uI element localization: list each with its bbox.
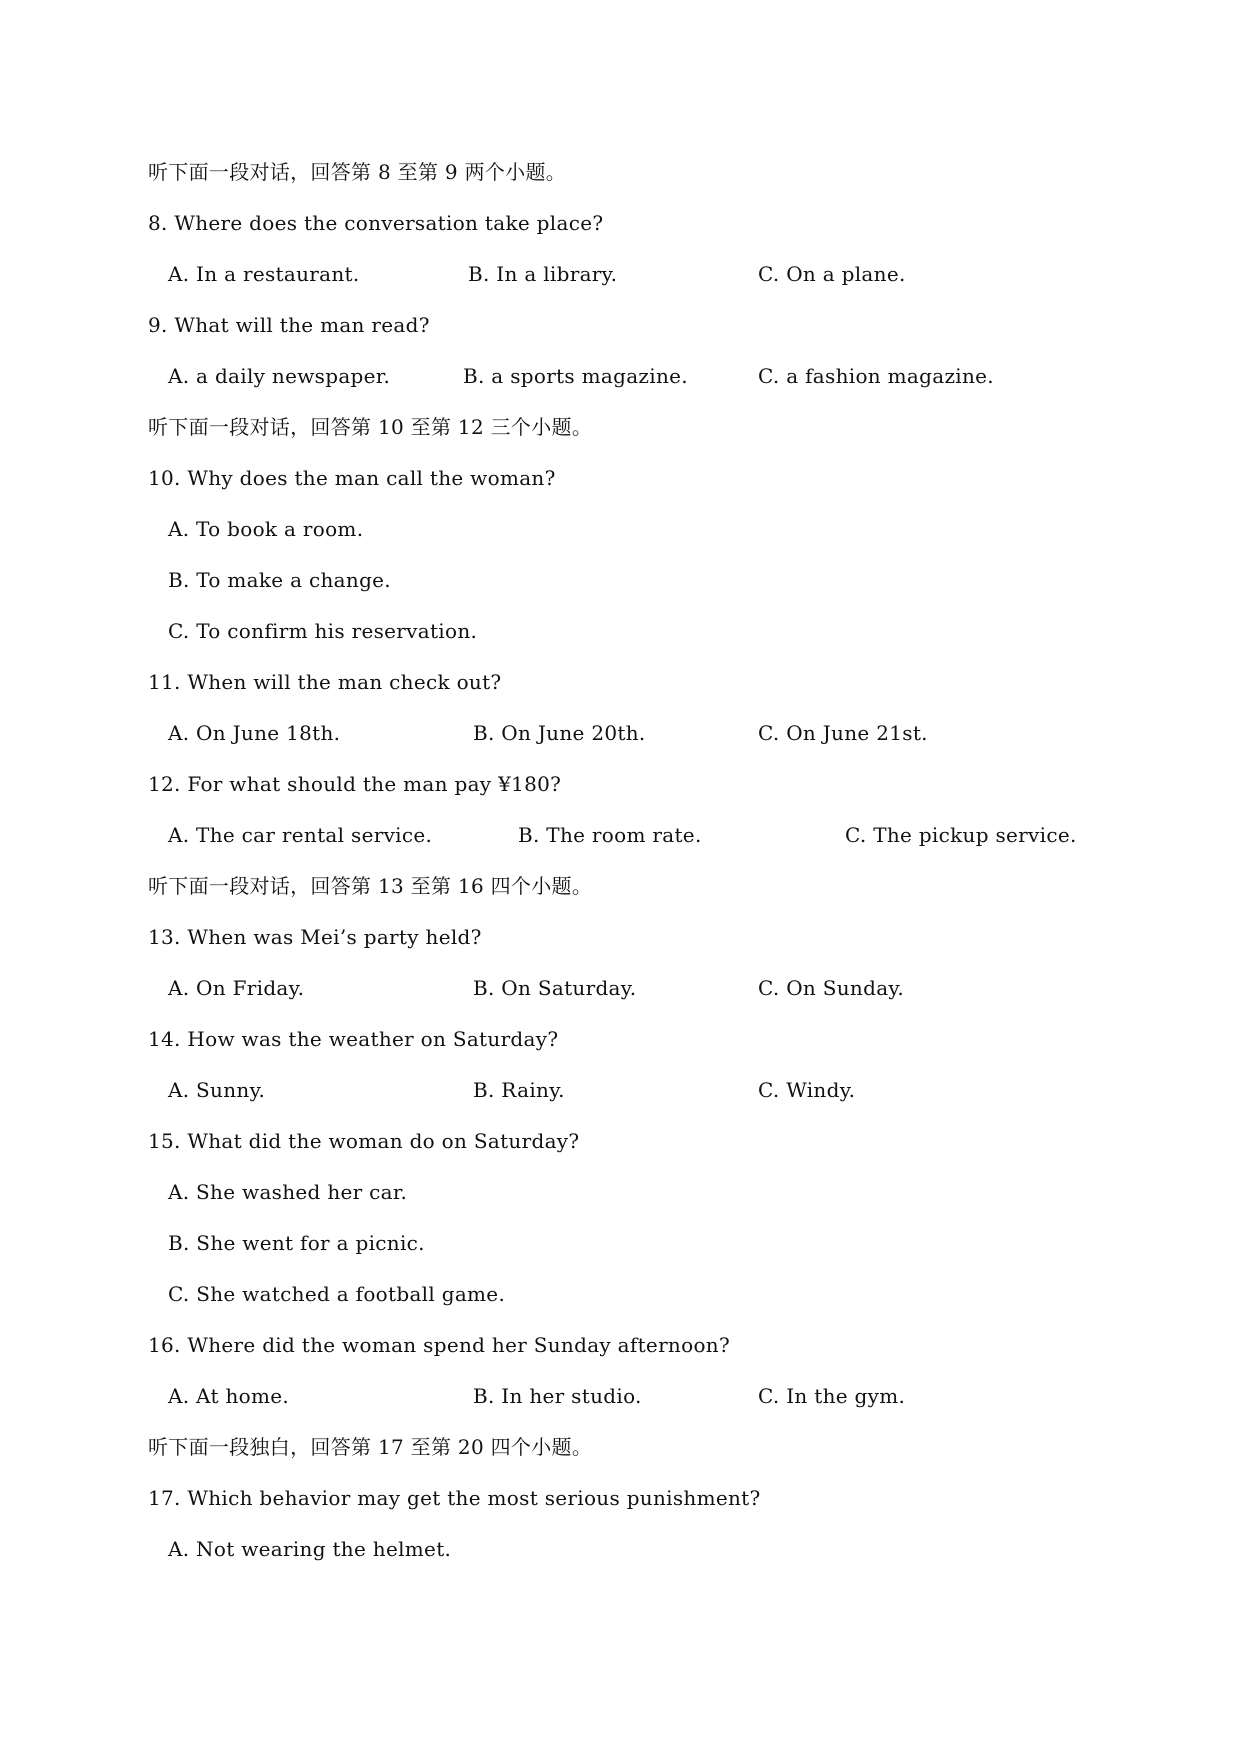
q14-option-c: C. Windy.: [758, 1078, 856, 1102]
q17-option-a: A. Not wearing the helmet.: [168, 1537, 452, 1561]
q8-option-b: B. In a library.: [468, 262, 618, 286]
section-heading: 听下面一段对话，回答第 13 至第 16 四个小题。: [148, 874, 593, 898]
q11-option-c: C. On June 21st.: [758, 721, 928, 745]
q9-option-b: B. a sports magazine.: [463, 364, 688, 388]
question-17: 17. Which behavior may get the most serious punishment?: [148, 1486, 761, 1510]
q15-option-b: B. She went for a picnic.: [168, 1231, 425, 1255]
q13-option-c: C. On Sunday.: [758, 976, 905, 1000]
question-13: 13. When was Mei’s party held?: [148, 925, 482, 949]
q10-option-c: C. To confirm his reservation.: [168, 619, 478, 643]
q16-option-b: B. In her studio.: [473, 1384, 642, 1408]
q10-option-a: A. To book a room.: [168, 517, 364, 541]
q12-option-a: A. The car rental service.: [168, 823, 433, 847]
question-11: 11. When will the man check out?: [148, 670, 502, 694]
q13-option-b: B. On Saturday.: [473, 976, 637, 1000]
question-14: 14. How was the weather on Saturday?: [148, 1027, 559, 1051]
q11-option-a: A. On June 18th.: [168, 721, 341, 745]
question-8: 8. Where does the conversation take place?: [148, 211, 604, 235]
q9-option-c: C. a fashion magazine.: [758, 364, 994, 388]
section-heading: 听下面一段独白，回答第 17 至第 20 四个小题。: [148, 1435, 593, 1459]
q13-option-a: A. On Friday.: [168, 976, 305, 1000]
q8-option-c: C. On a plane.: [758, 262, 906, 286]
question-9: 9. What will the man read?: [148, 313, 430, 337]
q15-option-a: A. She washed her car.: [168, 1180, 408, 1204]
question-16: 16. Where did the woman spend her Sunday afternoon?: [148, 1333, 730, 1357]
question-10: 10. Why does the man call the woman?: [148, 466, 556, 490]
section-heading: 听下面一段对话，回答第 8 至第 9 两个小题。: [148, 160, 567, 184]
question-12: 12. For what should the man pay ¥180?: [148, 772, 562, 796]
q12-option-b: B. The room rate.: [518, 823, 702, 847]
q10-option-b: B. To make a change.: [168, 568, 391, 592]
q16-option-a: A. At home.: [168, 1384, 290, 1408]
q8-option-a: A. In a restaurant.: [168, 262, 360, 286]
q11-option-b: B. On June 20th.: [473, 721, 646, 745]
question-15: 15. What did the woman do on Saturday?: [148, 1129, 580, 1153]
section-heading: 听下面一段对话，回答第 10 至第 12 三个小题。: [148, 415, 593, 439]
q9-option-a: A. a daily newspaper.: [168, 364, 391, 388]
q12-option-c: C. The pickup service.: [845, 823, 1077, 847]
q16-option-c: C. In the gym.: [758, 1384, 906, 1408]
q14-option-a: A. Sunny.: [168, 1078, 266, 1102]
q14-option-b: B. Rainy.: [473, 1078, 565, 1102]
q15-option-c: C. She watched a football game.: [168, 1282, 506, 1306]
